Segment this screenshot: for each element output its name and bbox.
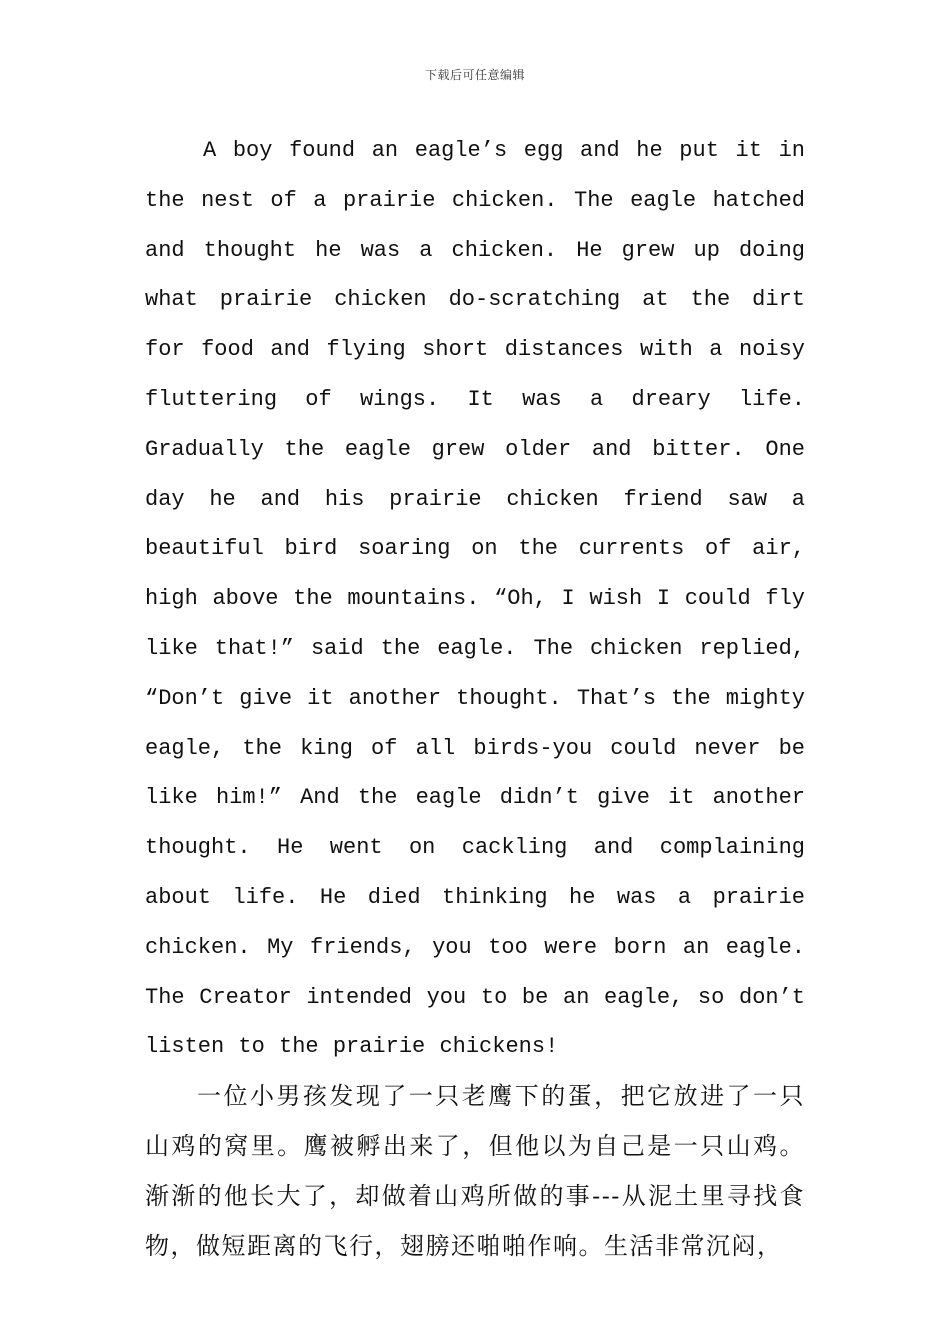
chinese-paragraph: 一位小男孩发现了一只老鹰下的蛋，把它放进了一只山鸡的窝里。鹰被孵出来了，但他以为自己是一只山鸡。渐渐的他长大了，却做着山鸡所做的事---从泥土里寻找食物，做短距离的飞行，翅膀还啪啪作响。生活非常沉闷， [145, 1082, 805, 1260]
english-paragraph: A boy found an eagle’s egg and he put it in the nest of a prairie chicken. The eagle hatched and thought he was a chicken. He grew up doing what prairie chicken do-scratching at the dirt for food and flying short distances with a noisy fluttering of wings. It was a dreary life. Gradually the eagle grew older and bitter. One day he and his prairie chicken friend saw a beautiful bird soaring on the currents of air, high above the mountains. “Oh, I wish I could fly like that!” said the eagle. The chicken replied, “Don’t give it another thought. That’s the mighty eagle, the king of all birds-you could never be like him!” And the eagle didn’t give it another thought. He went on cackling and complaining about life. He died thinking he was a prairie chicken. My friends, you too were born an eagle. The Creator intended you to be an eagle, so don’t listen to the prairie chickens! [145, 138, 805, 1060]
document-body [145, 126, 805, 1271]
page-header: 下载后可任意编辑 [424, 68, 525, 82]
